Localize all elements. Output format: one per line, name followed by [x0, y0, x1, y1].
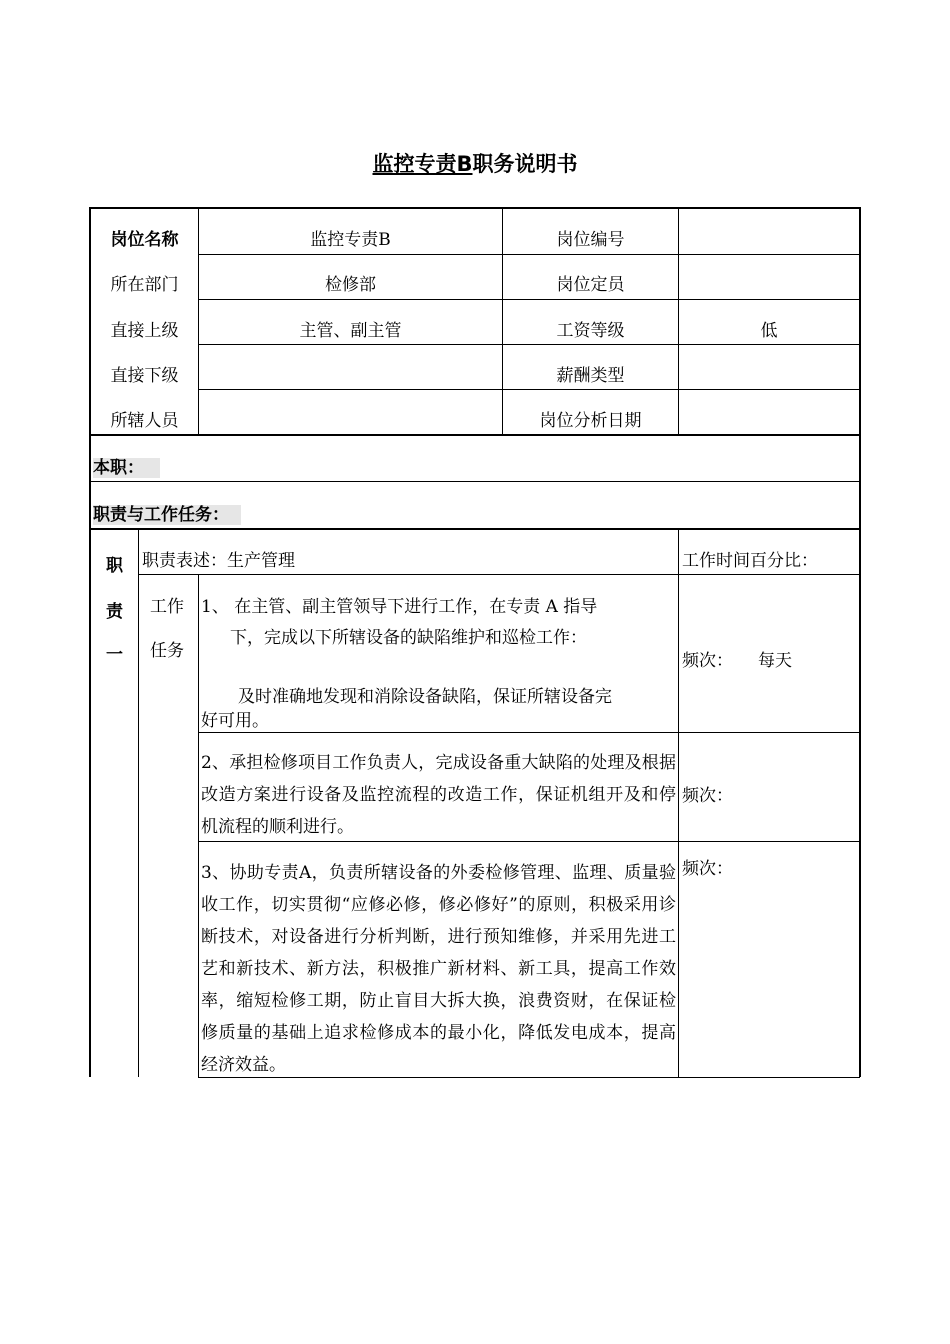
duty-vertical-3: 一: [106, 645, 123, 665]
label-pay-type: 薪酬类型: [556, 366, 625, 386]
task1-line3: 及时准确地发现和消除设备缺陷，保证所辖设备完: [238, 687, 612, 707]
section-benzhi: 本职：: [93, 458, 144, 478]
label-headcount: 岗位定员: [556, 275, 625, 295]
task1-frequency-label: 频次：: [682, 651, 733, 671]
task3-frequency-label: 频次：: [682, 859, 733, 879]
task1-frequency-value: 每天: [758, 651, 792, 671]
label-department: 所在部门: [110, 275, 179, 295]
label-analysis-date: 岗位分析日期: [539, 411, 642, 431]
duty-description: 职责表述：生产管理: [142, 551, 295, 571]
title-position: 监控专责B: [372, 152, 473, 176]
task1-line2: 下，完成以下所辖设备的缺陷维护和巡检工作：: [230, 628, 587, 648]
duty-vertical-2: 责: [106, 602, 123, 622]
label-subordinate: 直接下级: [110, 366, 179, 386]
task1-line1: 1、 在主管、副主管领导下进行工作，在专责 A 指导: [201, 597, 598, 617]
task2-text: 2、承担检修项目工作负责人，完成设备重大缺陷的处理及根据改造方案进行设备及监控流程的改造工作，保证机组开及和停机流程的顺利进行。: [201, 753, 676, 837]
value-superior: 主管、副主管: [299, 321, 402, 341]
task2-frequency-label: 频次：: [682, 786, 733, 806]
label-salary-grade: 工资等级: [556, 321, 625, 341]
task-label-2: 任务: [150, 641, 184, 661]
section-responsibilities: 职责与工作任务：: [93, 505, 229, 525]
value-department: 检修部: [325, 275, 376, 295]
task1-line4: 好可用。: [201, 711, 269, 731]
label-staff: 所辖人员: [110, 411, 179, 431]
value-salary-grade: 低: [760, 321, 778, 341]
label-position-name: 岗位名称: [110, 230, 179, 250]
duty-vertical-1: 职: [106, 556, 123, 576]
work-time-percent: 工作时间百分比：: [682, 551, 818, 571]
label-superior: 直接上级: [110, 321, 179, 341]
task-label-1: 工作: [150, 597, 184, 617]
page-title: [0, 148, 950, 178]
title-suffix: 职务说明书: [472, 152, 578, 176]
value-position-name: 监控专责B: [310, 230, 391, 250]
label-position-code: 岗位编号: [556, 230, 625, 250]
task3-text: 3、协助专责A，负责所辖设备的外委检修管理、监理、质量验收工作，切实贯彻“应修必修，修必修好”的原则，积极采用诊断技术，对设备进行分析判断，进行预知维修，并采用先进工艺和新技术、新方法，积极推广新材料、新工具，提高工作效率，缩短检修工期，防止盲目大拆大换，浪费资财，在保证检修质量的基础上追求检修成本的最小化，降低发电成本，提高经济效益。: [201, 863, 676, 1075]
